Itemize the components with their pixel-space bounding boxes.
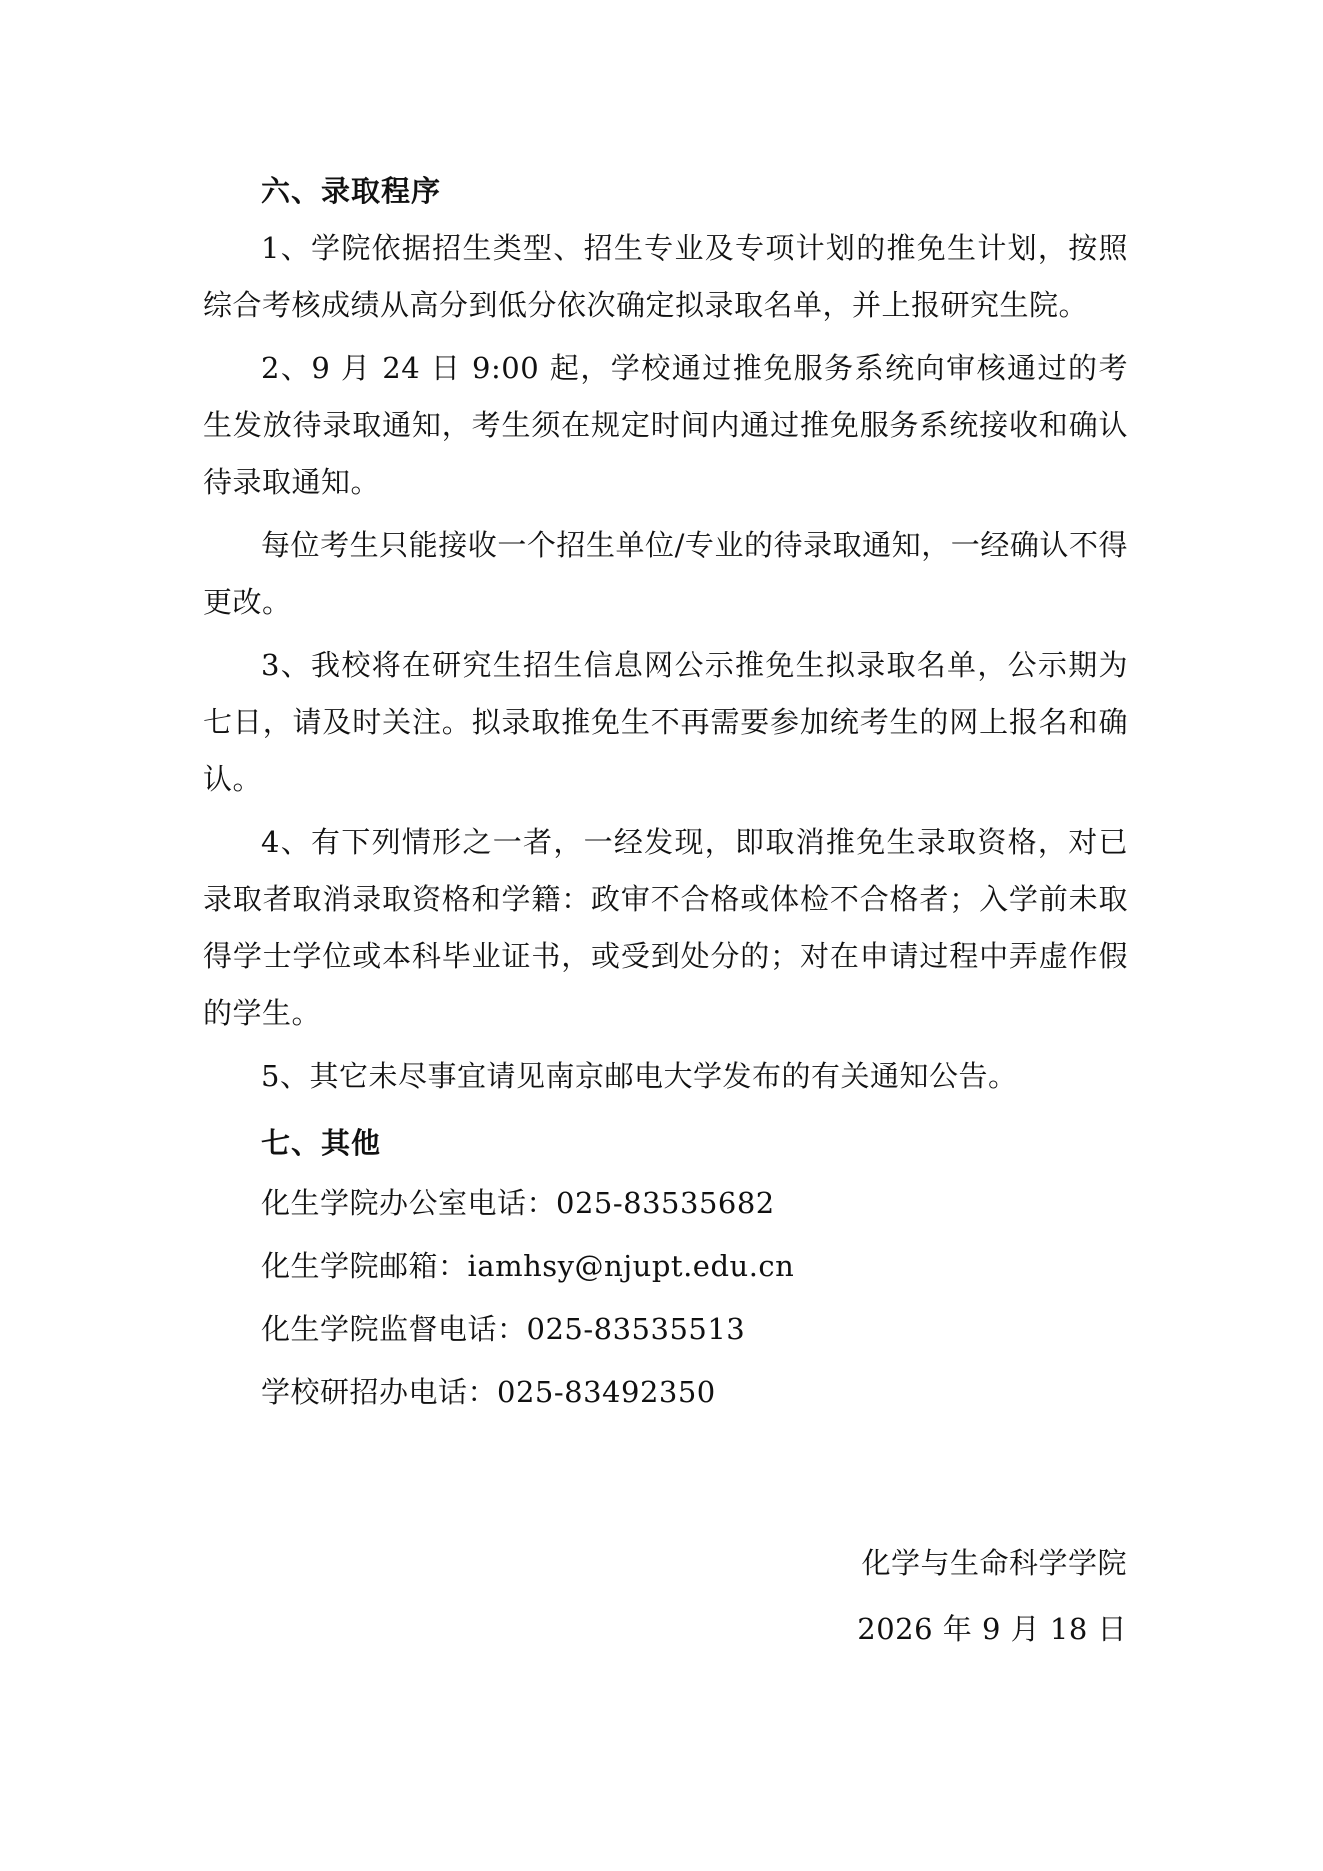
supervision-phone: 化生学院监督电话：025-83535513: [261, 1312, 746, 1346]
signature-block: [857, 1530, 1127, 1662]
college-email: 化生学院邮箱：iamhsy@njupt.edu.cn: [261, 1249, 795, 1283]
admissions-office-phone: 学校研招办电话：025-83492350: [261, 1375, 716, 1409]
document-body: [203, 163, 1128, 1424]
signature-date: 2026 年 9 月 18 日: [857, 1612, 1127, 1646]
section-6-paragraph-2b: 每位考生只能接收一个招生单位/专业的待录取通知，一经确认不得更改。: [203, 528, 1128, 619]
section-6-paragraph-3: 3、我校将在研究生招生信息网公示推免生拟录取名单，公示期为七日，请及时关注。拟录取推免生不再需要参加统考生的网上报名和确认。: [203, 648, 1128, 796]
office-phone: 化生学院办公室电话：025-83535682: [261, 1186, 775, 1220]
section-7-heading: 七、其他: [261, 1126, 382, 1160]
signature-org: 化学与生命科学学院: [861, 1546, 1127, 1580]
section-6-paragraph-5: 5、其它未尽事宜请见南京邮电大学发布的有关通知公告。: [261, 1059, 1018, 1093]
section-6-paragraph-1: 1、学院依据招生类型、招生专业及专项计划的推免生计划，按照综合考核成绩从高分到低分依次确定拟录取名单，并上报研究生院。: [203, 231, 1128, 322]
section-6-paragraph-4: 4、有下列情形之一者，一经发现，即取消推免生录取资格，对已录取者取消录取资格和学籍：政审不合格或体检不合格者；入学前未取得学士学位或本科毕业证书，或受到处分的；对在申请过程中弄虚作假的学生。: [203, 825, 1128, 1030]
section-6-paragraph-2: 2、9 月 24 日 9:00 起，学校通过推免服务系统向审核通过的考生发放待录取通知，考生须在规定时间内通过推免服务系统接收和确认待录取通知。: [203, 351, 1128, 499]
section-6-heading: 六、录取程序: [261, 174, 442, 208]
